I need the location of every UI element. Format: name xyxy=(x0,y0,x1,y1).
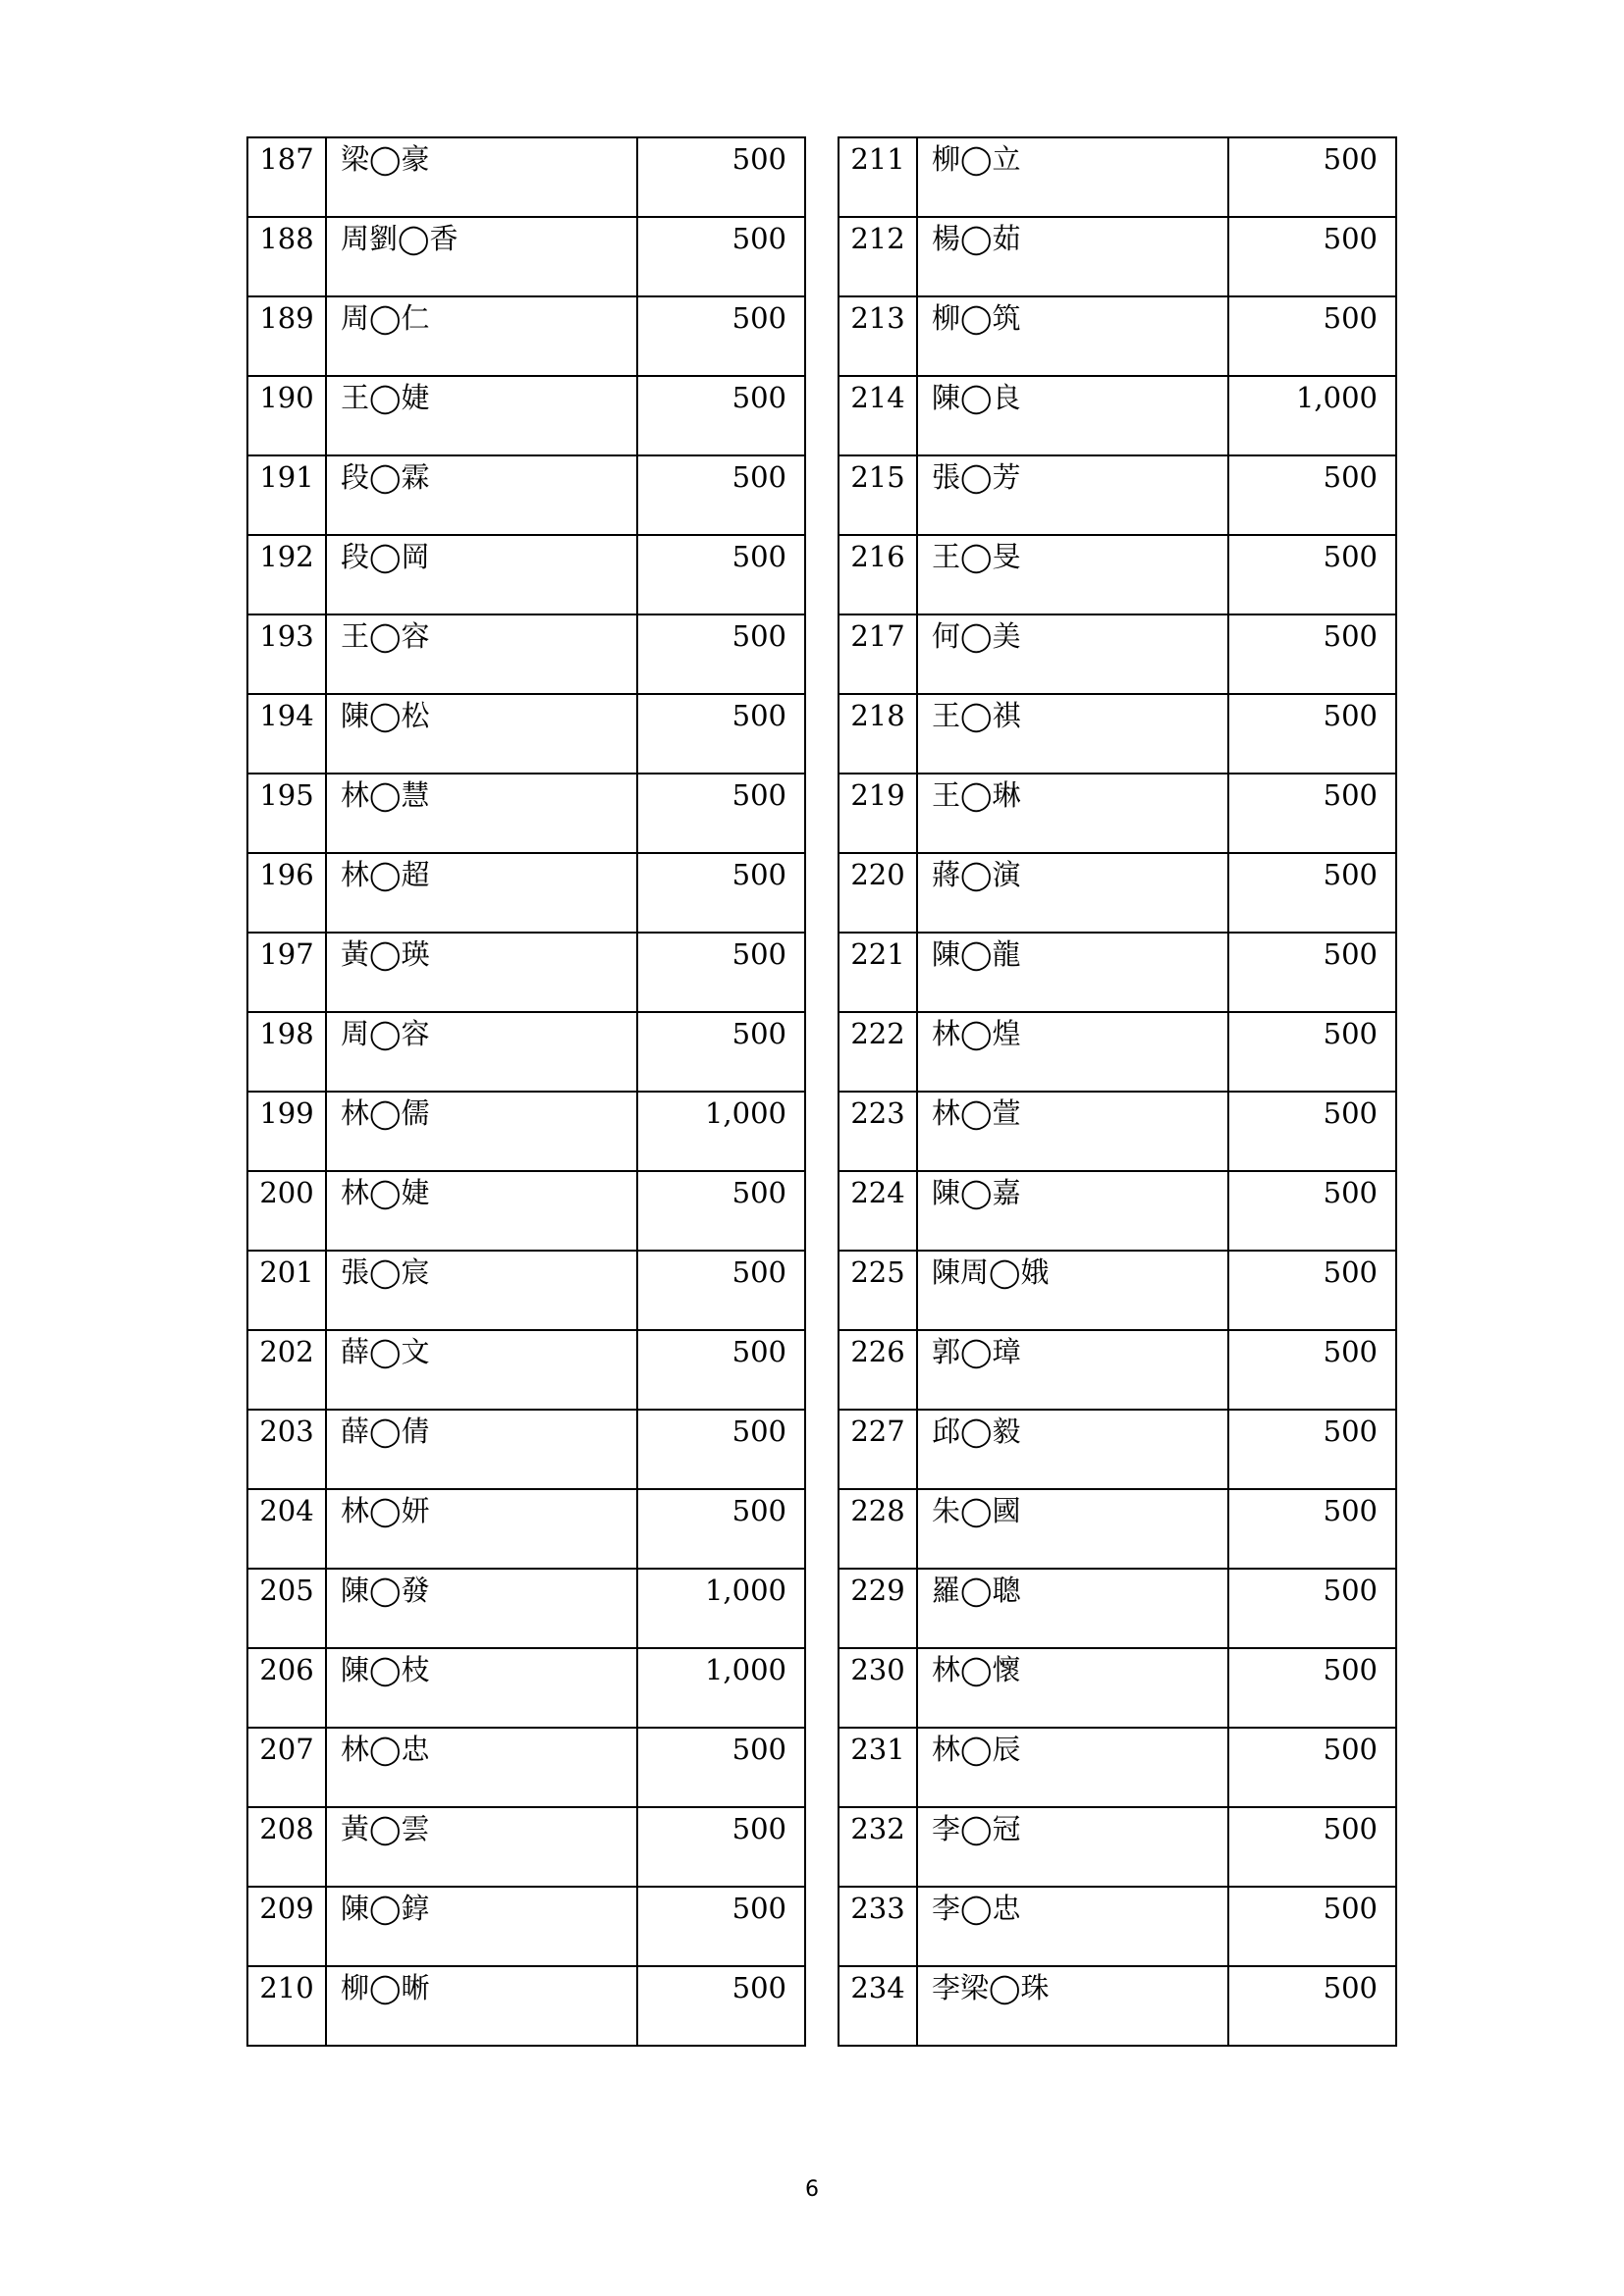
donor-name: 林◯超 xyxy=(326,853,637,933)
donor-table-left xyxy=(246,136,806,2047)
row-number: 233 xyxy=(839,1887,917,1966)
table-row xyxy=(839,1728,1396,1807)
donor-name: 李梁◯珠 xyxy=(917,1966,1228,2046)
donor-name: 王◯容 xyxy=(326,614,637,694)
donation-amount: 500 xyxy=(637,694,805,774)
table-row xyxy=(247,1648,805,1728)
table-row xyxy=(839,296,1396,376)
row-number: 198 xyxy=(247,1012,326,1092)
row-number: 227 xyxy=(839,1410,917,1489)
table-row xyxy=(247,933,805,1012)
table-row xyxy=(247,1728,805,1807)
row-number: 217 xyxy=(839,614,917,694)
row-number: 187 xyxy=(247,137,326,217)
table-row xyxy=(247,1092,805,1171)
donation-amount: 500 xyxy=(1228,694,1396,774)
donation-amount: 500 xyxy=(637,1489,805,1569)
donor-name: 朱◯國 xyxy=(917,1489,1228,1569)
donor-name: 陳周◯娥 xyxy=(917,1251,1228,1330)
table-row xyxy=(247,137,805,217)
donation-amount: 500 xyxy=(637,217,805,296)
table-row xyxy=(839,535,1396,614)
table-row xyxy=(839,1092,1396,1171)
donor-name: 柳◯筑 xyxy=(917,296,1228,376)
row-number: 191 xyxy=(247,455,326,535)
donation-amount: 500 xyxy=(1228,1251,1396,1330)
donor-name: 黃◯瑛 xyxy=(326,933,637,1012)
row-number: 192 xyxy=(247,535,326,614)
donation-amount: 500 xyxy=(1228,137,1396,217)
donation-amount: 500 xyxy=(637,137,805,217)
row-number: 224 xyxy=(839,1171,917,1251)
donor-name: 李◯忠 xyxy=(917,1887,1228,1966)
donation-amount: 500 xyxy=(637,933,805,1012)
donor-name: 段◯霖 xyxy=(326,455,637,535)
donor-name: 周◯仁 xyxy=(326,296,637,376)
donation-amount: 1,000 xyxy=(637,1648,805,1728)
donation-amount: 500 xyxy=(1228,217,1396,296)
donor-name: 林◯婕 xyxy=(326,1171,637,1251)
table-row xyxy=(839,1887,1396,1966)
row-number: 188 xyxy=(247,217,326,296)
row-number: 220 xyxy=(839,853,917,933)
donor-name: 王◯祺 xyxy=(917,694,1228,774)
row-number: 199 xyxy=(247,1092,326,1171)
donor-table-right-body xyxy=(839,137,1396,2046)
table-row xyxy=(247,376,805,455)
donor-name: 林◯儒 xyxy=(326,1092,637,1171)
donor-name: 林◯懷 xyxy=(917,1648,1228,1728)
table-row xyxy=(247,1807,805,1887)
table-row xyxy=(247,1012,805,1092)
row-number: 222 xyxy=(839,1012,917,1092)
donation-amount: 500 xyxy=(637,376,805,455)
row-number: 212 xyxy=(839,217,917,296)
table-row xyxy=(839,1569,1396,1648)
donation-amount: 500 xyxy=(1228,1171,1396,1251)
donor-name: 張◯宸 xyxy=(326,1251,637,1330)
donation-amount: 1,000 xyxy=(637,1569,805,1648)
table-row xyxy=(839,1171,1396,1251)
row-number: 218 xyxy=(839,694,917,774)
donation-amount: 500 xyxy=(1228,933,1396,1012)
donation-amount: 500 xyxy=(637,1012,805,1092)
row-number: 231 xyxy=(839,1728,917,1807)
donation-amount: 1,000 xyxy=(1228,376,1396,455)
donation-amount: 500 xyxy=(1228,455,1396,535)
donation-amount: 500 xyxy=(637,1807,805,1887)
row-number: 232 xyxy=(839,1807,917,1887)
table-row xyxy=(839,1251,1396,1330)
table-row xyxy=(839,1330,1396,1410)
row-number: 201 xyxy=(247,1251,326,1330)
donor-name: 邱◯毅 xyxy=(917,1410,1228,1489)
table-row xyxy=(247,1887,805,1966)
row-number: 193 xyxy=(247,614,326,694)
donor-name: 周◯容 xyxy=(326,1012,637,1092)
donor-name: 薛◯文 xyxy=(326,1330,637,1410)
row-number: 205 xyxy=(247,1569,326,1648)
row-number: 204 xyxy=(247,1489,326,1569)
row-number: 219 xyxy=(839,774,917,853)
donation-amount: 500 xyxy=(637,1728,805,1807)
donor-name: 林◯萱 xyxy=(917,1092,1228,1171)
table-row xyxy=(839,1648,1396,1728)
donation-amount: 500 xyxy=(637,853,805,933)
table-row xyxy=(839,376,1396,455)
donation-amount: 500 xyxy=(637,535,805,614)
row-number: 196 xyxy=(247,853,326,933)
row-number: 208 xyxy=(247,1807,326,1887)
row-number: 202 xyxy=(247,1330,326,1410)
donor-name: 楊◯茹 xyxy=(917,217,1228,296)
donation-amount: 500 xyxy=(637,1251,805,1330)
table-row xyxy=(839,694,1396,774)
row-number: 206 xyxy=(247,1648,326,1728)
table-row xyxy=(839,1807,1396,1887)
donor-name: 羅◯聰 xyxy=(917,1569,1228,1648)
table-row xyxy=(247,694,805,774)
row-number: 215 xyxy=(839,455,917,535)
donation-amount: 500 xyxy=(1228,1489,1396,1569)
table-row xyxy=(839,853,1396,933)
row-number: 190 xyxy=(247,376,326,455)
donor-name: 王◯琳 xyxy=(917,774,1228,853)
table-row xyxy=(247,1489,805,1569)
donation-amount: 500 xyxy=(1228,1648,1396,1728)
donation-amount: 500 xyxy=(637,1966,805,2046)
donor-name: 何◯美 xyxy=(917,614,1228,694)
row-number: 189 xyxy=(247,296,326,376)
row-number: 203 xyxy=(247,1410,326,1489)
donation-amount: 500 xyxy=(1228,614,1396,694)
donation-amount: 500 xyxy=(637,1330,805,1410)
row-number: 209 xyxy=(247,1887,326,1966)
row-number: 221 xyxy=(839,933,917,1012)
table-row xyxy=(247,774,805,853)
row-number: 211 xyxy=(839,137,917,217)
donor-table-right xyxy=(838,136,1397,2047)
table-row xyxy=(247,217,805,296)
donor-name: 林◯辰 xyxy=(917,1728,1228,1807)
table-row xyxy=(247,1251,805,1330)
donor-name: 郭◯璋 xyxy=(917,1330,1228,1410)
row-number: 210 xyxy=(247,1966,326,2046)
table-row xyxy=(247,853,805,933)
table-row xyxy=(839,1966,1396,2046)
donor-name: 張◯芳 xyxy=(917,455,1228,535)
donation-amount: 500 xyxy=(637,1410,805,1489)
table-row xyxy=(839,774,1396,853)
table-row xyxy=(839,137,1396,217)
row-number: 229 xyxy=(839,1569,917,1648)
row-number: 195 xyxy=(247,774,326,853)
donor-name: 陳◯枝 xyxy=(326,1648,637,1728)
donor-name: 李◯冠 xyxy=(917,1807,1228,1887)
donor-name: 陳◯良 xyxy=(917,376,1228,455)
table-row xyxy=(247,1569,805,1648)
donation-amount: 500 xyxy=(1228,296,1396,376)
table-row xyxy=(247,1966,805,2046)
row-number: 226 xyxy=(839,1330,917,1410)
row-number: 207 xyxy=(247,1728,326,1807)
donor-name: 薛◯倩 xyxy=(326,1410,637,1489)
row-number: 214 xyxy=(839,376,917,455)
donation-amount: 500 xyxy=(637,774,805,853)
donor-name: 段◯岡 xyxy=(326,535,637,614)
table-row xyxy=(839,1012,1396,1092)
row-number: 213 xyxy=(839,296,917,376)
donor-name: 周劉◯香 xyxy=(326,217,637,296)
donation-amount: 500 xyxy=(1228,774,1396,853)
donation-amount: 500 xyxy=(637,1171,805,1251)
donation-amount: 500 xyxy=(637,296,805,376)
donor-name: 柳◯立 xyxy=(917,137,1228,217)
table-row xyxy=(247,535,805,614)
donor-name: 柳◯晰 xyxy=(326,1966,637,2046)
donation-amount: 500 xyxy=(1228,1966,1396,2046)
donation-amount: 500 xyxy=(1228,1092,1396,1171)
row-number: 223 xyxy=(839,1092,917,1171)
table-row xyxy=(839,1410,1396,1489)
donor-name: 林◯煌 xyxy=(917,1012,1228,1092)
table-row xyxy=(839,217,1396,296)
donation-amount: 500 xyxy=(1228,1012,1396,1092)
donor-name: 陳◯嘉 xyxy=(917,1171,1228,1251)
donor-name: 林◯慧 xyxy=(326,774,637,853)
donor-table-left-body xyxy=(247,137,805,2046)
table-row xyxy=(839,1489,1396,1569)
table-row xyxy=(247,614,805,694)
donor-name: 陳◯龍 xyxy=(917,933,1228,1012)
donor-name: 陳◯錞 xyxy=(326,1887,637,1966)
donation-amount: 500 xyxy=(637,614,805,694)
donation-amount: 500 xyxy=(1228,1410,1396,1489)
page-number: 6 xyxy=(805,2177,819,2202)
donor-name: 王◯婕 xyxy=(326,376,637,455)
donor-name: 王◯旻 xyxy=(917,535,1228,614)
row-number: 228 xyxy=(839,1489,917,1569)
donor-name: 蔣◯演 xyxy=(917,853,1228,933)
donation-amount: 500 xyxy=(637,1887,805,1966)
donation-amount: 500 xyxy=(1228,535,1396,614)
donation-amount: 500 xyxy=(1228,1728,1396,1807)
row-number: 194 xyxy=(247,694,326,774)
donor-name: 黃◯雲 xyxy=(326,1807,637,1887)
donation-amount: 500 xyxy=(1228,1569,1396,1648)
donation-amount: 1,000 xyxy=(637,1092,805,1171)
donation-amount: 500 xyxy=(1228,1330,1396,1410)
row-number: 234 xyxy=(839,1966,917,2046)
donation-amount: 500 xyxy=(637,455,805,535)
donor-name: 梁◯豪 xyxy=(326,137,637,217)
table-row xyxy=(247,1330,805,1410)
row-number: 200 xyxy=(247,1171,326,1251)
table-row xyxy=(247,455,805,535)
table-row xyxy=(839,614,1396,694)
table-row xyxy=(247,1410,805,1489)
donation-amount: 500 xyxy=(1228,853,1396,933)
row-number: 216 xyxy=(839,535,917,614)
table-row xyxy=(839,455,1396,535)
table-row xyxy=(247,296,805,376)
table-row xyxy=(247,1171,805,1251)
donor-name: 陳◯發 xyxy=(326,1569,637,1648)
row-number: 230 xyxy=(839,1648,917,1728)
table-row xyxy=(839,933,1396,1012)
donor-name: 陳◯松 xyxy=(326,694,637,774)
donation-amount: 500 xyxy=(1228,1807,1396,1887)
donor-name: 林◯忠 xyxy=(326,1728,637,1807)
row-number: 197 xyxy=(247,933,326,1012)
donor-name: 林◯妍 xyxy=(326,1489,637,1569)
row-number: 225 xyxy=(839,1251,917,1330)
donation-amount: 500 xyxy=(1228,1887,1396,1966)
